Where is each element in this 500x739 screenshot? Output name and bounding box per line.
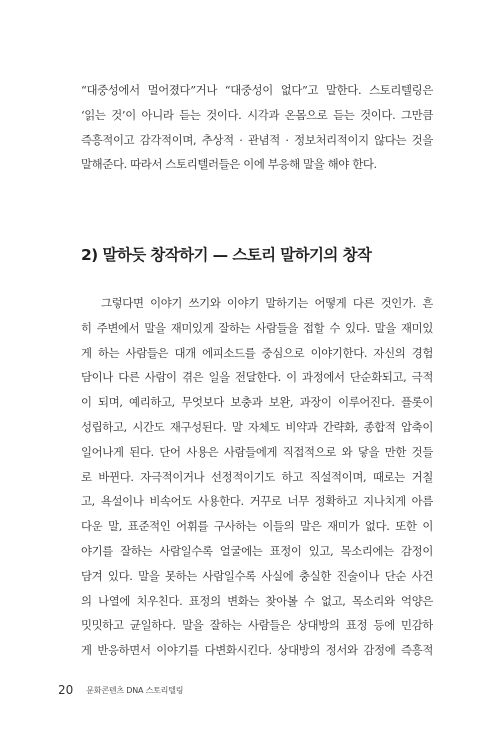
text-line: 성립하고, 시간도 재구성된다. 말 자체도 비약과 간략화, 종합적 압축이: [81, 419, 433, 434]
text-line: 고, 욕설이나 비속어도 사용한다. 거꾸로 너무 정확하고 지나치게 아름: [81, 494, 433, 509]
text-line: 일어나게 된다. 단어 사용은 사람들에게 직접적으로 와 닿을 만한 것들: [81, 444, 433, 459]
text-line: 밋밋하고 균일하다. 말을 잘하는 사람들은 상대방의 표정 등에 민감하: [81, 618, 433, 633]
text-line: ‘읽는 것’이 아니라 듣는 것이다. 시각과 온몸으로 듣는 것이다. 그만큼: [81, 107, 433, 122]
intro-paragraph: [81, 78, 433, 177]
text-line: 야기를 잘하는 사람일수록 얼굴에는 표정이 있고, 목소리에는 감정이: [81, 543, 433, 558]
text-line: 이 되며, 예리하고, 무엇보다 보충과 보완, 과장이 이루어진다. 플롯이: [81, 395, 433, 410]
running-title: 문화콘텐츠 DNA 스토리텔링: [86, 686, 184, 695]
text-line: 의 나열에 치우친다. 표정의 변화는 찾아볼 수 없고, 목소리와 억양은: [81, 593, 433, 608]
page-footer: [58, 681, 183, 699]
text-line: 즉흥적이고 감각적이며, 추상적 · 관념적 · 정보처리적이지 않다는 것을: [81, 132, 433, 147]
text-line: 그렇다면 이야기 쓰기와 이야기 말하기는 어떻게 다른 것인가. 흔: [101, 296, 433, 310]
text-line: “대중성에서 멀어졌다”거나 “대중성이 없다”고 말한다. 스토리텔링은: [81, 83, 433, 97]
text-line: 로 바뀐다. 자극적이거나 선정적이기도 하고 직설적이며, 때로는 거칠: [81, 469, 433, 484]
page-number: 20: [58, 683, 74, 697]
text-line: 게 반응하면서 이야기를 다변화시킨다. 상대방의 정서와 감정에 즉흥적: [81, 643, 433, 658]
section-heading: 2) 말하듯 창작하기 — 스토리 말하기의 창작: [81, 246, 372, 264]
body-paragraph: [81, 291, 433, 663]
text-line: 게 하는 사람들은 대개 에피소드를 중심으로 이야기한다. 자신의 경험: [81, 345, 433, 360]
text-line: 담겨 있다. 말을 못하는 사람일수록 사실에 충실한 진술이나 단순 사건: [81, 568, 433, 583]
text-line: 다운 말, 표준적인 어휘를 구사하는 이들의 말은 재미가 없다. 또한 이: [81, 519, 433, 534]
text-line: 말해준다. 따라서 스토리텔러들은 이에 부응해 말을 해야 한다.: [81, 157, 377, 172]
text-line: 히 주변에서 말을 재미있게 잘하는 사람들을 접할 수 있다. 말을 재미있: [81, 320, 433, 335]
text-line: 담이나 다른 사람이 겪은 일을 전달한다. 이 과정에서 단순화되고, 극적: [81, 370, 433, 385]
